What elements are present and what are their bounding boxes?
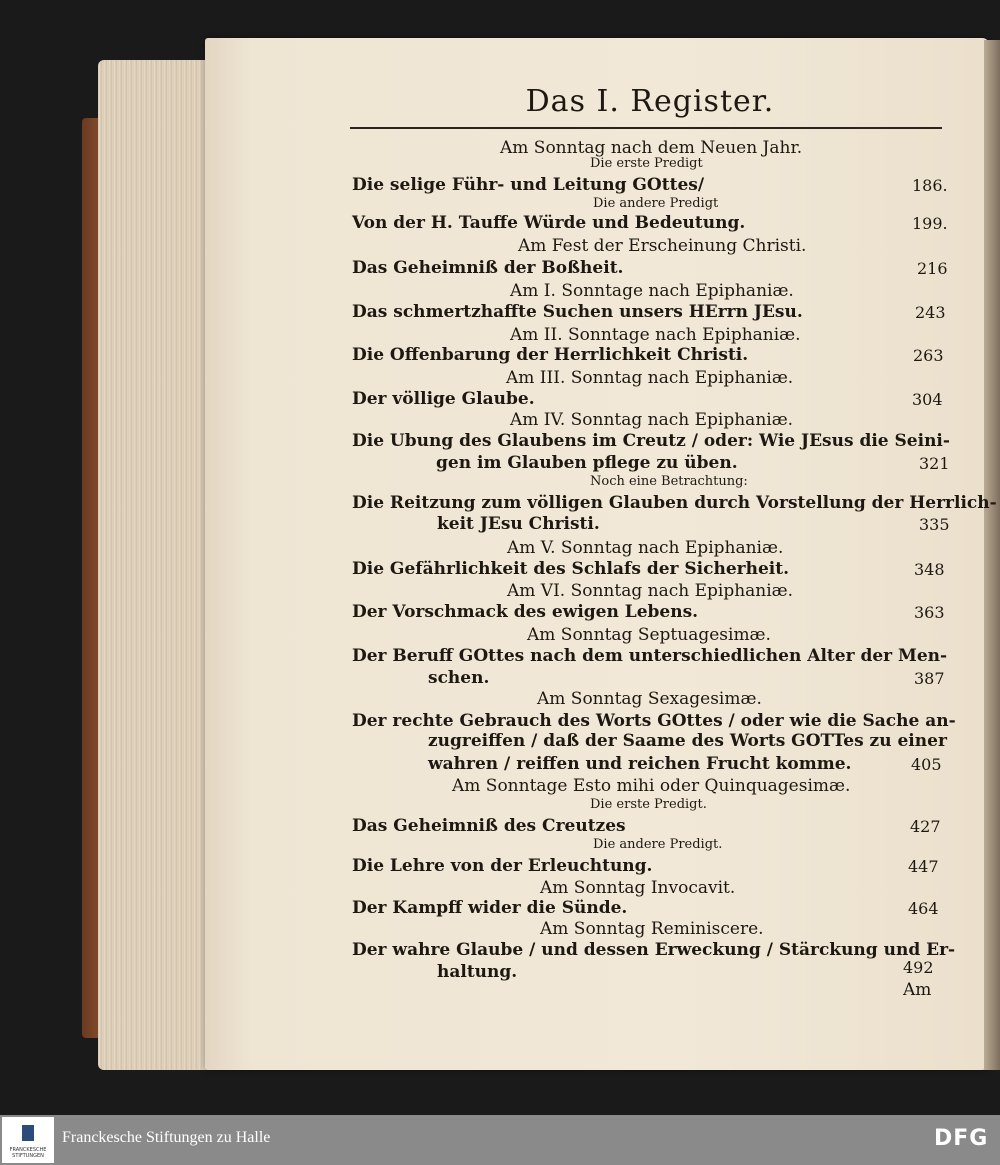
sermon-title: keit JEsu Christi. (437, 514, 600, 534)
sermon-title: Der Beruff GOttes nach dem unterschiedlichen Alter der Men- (352, 646, 948, 666)
section-heading: Am Sonntag nach dem Neuen Jahr. (500, 138, 803, 158)
dfg-logo[interactable]: DFG (934, 1126, 989, 1151)
sermon-title: Die selige Führ- und Leitung GOttes/ (352, 175, 705, 195)
page-number: 263 (913, 346, 944, 365)
page-number: 199. (912, 214, 948, 233)
page-number: 363 (914, 603, 945, 622)
section-heading: Am Sonntag Sexagesimæ. (537, 689, 762, 709)
section-heading: Am Sonntag Septuagesimæ. (527, 625, 771, 645)
sermon-title: haltung. (437, 962, 518, 982)
sermon-title: Die Lehre von der Erleuchtung. (352, 856, 653, 876)
sermon-title: Der Kampff wider die Sünde. (352, 898, 628, 918)
page-number: 348 (914, 560, 945, 579)
page-number: 243 (915, 303, 946, 322)
page-number: 186. (912, 176, 948, 195)
sermon-label: Noch eine Betrachtung: (590, 474, 748, 489)
sermon-title: Von der H. Tauffe Würde und Bedeutung. (352, 213, 746, 233)
page-number: 216 (917, 259, 948, 278)
sermon-title: Das schmertzhaffte Suchen unsers HErrn JEsu. (352, 302, 803, 322)
sermon-label: Die erste Predigt. (590, 797, 707, 812)
sermon-title: Die Gefährlichkeit des Schlafs der Sicherheit. (352, 559, 790, 579)
sermon-title: Das Geheimniß der Boßheit. (352, 258, 624, 278)
section-heading: Am Sonntag Invocavit. (540, 878, 736, 898)
sermon-label: Die andere Predigt. (593, 837, 723, 852)
sermon-label: Die erste Predigt (590, 156, 703, 171)
sermon-title: schen. (428, 668, 490, 688)
logo-emblem-icon (22, 1125, 34, 1141)
sermon-title: zugreiffen / daß der Saame des Worts GOTTes zu einer (428, 731, 947, 751)
sermon-title: Die Ubung des Glaubens im Creutz / oder: Wie JEsus die Seini- (352, 431, 950, 451)
catchword: Am (903, 980, 932, 1000)
section-heading: Am Sonntage Esto mihi oder Quinquagesimæ. (452, 776, 851, 796)
page-number: 427 (910, 817, 941, 836)
institution-logo[interactable] (2, 1117, 54, 1163)
sermon-title: Der wahre Glaube / und dessen Erweckung / Stärckung und Er- (352, 940, 956, 960)
page-header: Das I. Register. (525, 84, 775, 119)
institution-name[interactable]: Franckesche Stiftungen zu Halle (62, 1129, 271, 1146)
section-heading: Am III. Sonntag nach Epiphaniæ. (506, 368, 794, 388)
sermon-title: Die Offenbarung der Herrlichkeit Christi. (352, 345, 749, 365)
page-number: 304 (912, 390, 943, 409)
page-number: 387 (914, 669, 945, 688)
section-heading: Am Sonntag Reminiscere. (540, 919, 764, 939)
logo-text: FRANCKESCHE STIFTUNGEN (9, 1147, 47, 1159)
page-number: 335 (919, 515, 950, 534)
section-heading: Am V. Sonntag nach Epiphaniæ. (507, 538, 784, 558)
page-number: 464 (908, 899, 939, 918)
sermon-title: gen im Glauben pflege zu üben. (436, 453, 738, 473)
sermon-title: Die Reitzung zum völligen Glauben durch Vorstellung der Herrlich- (352, 493, 997, 513)
page-number: 447 (908, 857, 939, 876)
section-heading: Am I. Sonntage nach Epiphaniæ. (510, 281, 794, 301)
sermon-title: wahren / reiffen und reichen Frucht komme. (428, 754, 852, 774)
sermon-title: Der rechte Gebrauch des Worts GOttes / oder wie die Sache an- (352, 711, 956, 731)
section-heading: Am II. Sonntage nach Epiphaniæ. (510, 325, 801, 345)
page-number: 321 (919, 454, 950, 473)
section-heading: Am Fest der Erscheinung Christi. (518, 236, 807, 256)
section-heading: Am IV. Sonntag nach Epiphaniæ. (510, 410, 794, 430)
sermon-title: Der völlige Glaube. (352, 389, 535, 409)
sermon-title: Das Geheimniß des Creutzes (352, 816, 626, 836)
page-number: 405 (911, 755, 942, 774)
page-number: 492 (903, 958, 934, 977)
section-heading: Am VI. Sonntag nach Epiphaniæ. (507, 581, 794, 601)
sermon-label: Die andere Predigt (593, 196, 719, 211)
sermon-title: Der Vorschmack des ewigen Lebens. (352, 602, 699, 622)
